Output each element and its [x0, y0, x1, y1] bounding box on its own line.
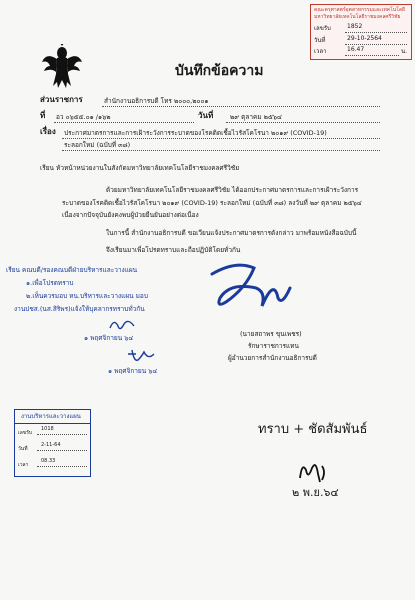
- ack-signature: [296, 458, 330, 486]
- stamp-time-suffix: น.: [401, 48, 408, 55]
- signatory-name: (นายสถาพร ขุนเพชร): [240, 330, 302, 338]
- stamp-date-value: 29-10-2564: [347, 35, 382, 42]
- ref-label: ที่: [40, 111, 46, 120]
- date-label: วันที่: [198, 111, 214, 120]
- agency-value: สำนักงานอธิการบดี โทร ๒๐๐๐,๒๐๐๑: [104, 97, 209, 105]
- stamp-line1: คณะครุศาสตร์อุตสาหกรรมและเทคโนโลยี: [314, 7, 405, 13]
- handwritten-ack-date: ๒ พ.ย.๖๔: [292, 486, 339, 499]
- stamp-bottom-no-value: 1018: [41, 426, 54, 432]
- subject-line2: ระลอกใหม่ (ฉบับที่ ๓๘): [64, 141, 131, 149]
- note-line1: เรียน คณบดี/รองคณบดีฝ่ายบริหารและวางแผน: [6, 266, 138, 274]
- note-line2: ๑.เพื่อโปรดทราบ: [26, 279, 74, 287]
- stamp-bottom-no-label: เลขรับ: [18, 430, 33, 436]
- ref-value: อว ๐๖๕๕.๐๑ /๑๖๒: [56, 113, 111, 121]
- receive-stamp-top: [310, 4, 412, 60]
- receive-stamp-bottom: [14, 409, 91, 477]
- garuda-emblem: [40, 44, 84, 90]
- stamp-bottom-title: งานบริหารและวางแผน: [21, 413, 81, 420]
- stamp-time-value: 16.47: [347, 46, 365, 53]
- body-para1-line2: ระบาดของโรคติดเชื้อไวรัสโคโรนา ๒๐๑๙ (COVID-19) ระลอกใหม่ (ฉบับที่ ๓๘) ลงวันที่ ๒๙ ตุลาคม ๒๕๖๔: [62, 199, 362, 207]
- stamp-bottom-date-value: 2-11-64: [41, 442, 61, 448]
- date-value: ๒๙ ตุลาคม ๒๕๖๔: [230, 113, 282, 121]
- handwritten-ack: ทราบ + ชัดสัมพันธ์: [258, 422, 368, 437]
- page-title: บันทึกข้อความ: [175, 63, 264, 79]
- director-signature: [206, 258, 296, 318]
- note-date2: ๑ พฤศจิกายน ๖๔: [108, 367, 158, 375]
- stamp-date-label: วันที่: [314, 37, 326, 44]
- note-line3: ๒.เห็นควรมอบ หน.บริหารและวางแผน มอบ: [26, 292, 148, 300]
- body-para2: ในการนี้ สำนักงานอธิการบดี ขอเวียนแจ้งประกาศมาตรการดังกล่าว มาพร้อมหนังสือฉบับนี้: [106, 229, 357, 237]
- stamp-bottom-date-label: วันที่: [18, 446, 28, 452]
- subject-label: เรื่อง: [40, 127, 56, 136]
- initials-signature-1: [108, 316, 136, 334]
- stamp-no-label: เลขรับ: [314, 25, 331, 32]
- stamp-bottom-time-label: เวลา: [18, 462, 29, 468]
- body-para1-line3: เนื่องจากปัจจุบันยังคงพบผู้ป่วยยืนยันอย่างต่อเนื่อง: [62, 211, 199, 219]
- initials-signature-2: [126, 346, 156, 366]
- stamp-no-value: 1852: [347, 23, 363, 30]
- stamp-line2: มหาวิทยาลัยเทคโนโลยีราชมงคลศรีวิชัย: [314, 14, 401, 20]
- signatory-position1: รักษาราชการแทน: [248, 342, 299, 350]
- note-line4: งานปชส.(นส.สิริพร)แจ้งให้บุคลากรทราบทั่วกัน: [14, 305, 145, 313]
- note-date1: ๑ พฤศจิกายน ๖๔: [84, 334, 134, 342]
- signatory-position2: ผู้อำนวยการสำนักงานอธิการบดี: [228, 354, 317, 362]
- agency-label: ส่วนราชการ: [40, 95, 83, 104]
- body-para3: จึงเรียนมาเพื่อโปรดทราบและถือปฏิบัติโดยทั่วกัน: [106, 246, 241, 254]
- salutation: เรียน หัวหน้าหน่วยงานในสังกัดมหาวิทยาลัยเทคโนโลยีราชมงคลศรีวิชัย: [40, 164, 240, 172]
- body-para1-line1: ด้วยมหาวิทยาลัยเทคโนโลยีราชมงคลศรีวิชัย ได้ออกประกาศมาตรการและการเฝ้าระวังการ: [106, 186, 359, 194]
- stamp-time-label: เวลา: [314, 48, 327, 55]
- stamp-bottom-time-value: 08.33: [41, 458, 56, 464]
- subject-line1: ประกาศมาตรการและการเฝ้าระวังการระบาดของโรคติดเชื้อไวรัสโคโรนา ๒๐๑๙ (COVID-19): [64, 129, 327, 137]
